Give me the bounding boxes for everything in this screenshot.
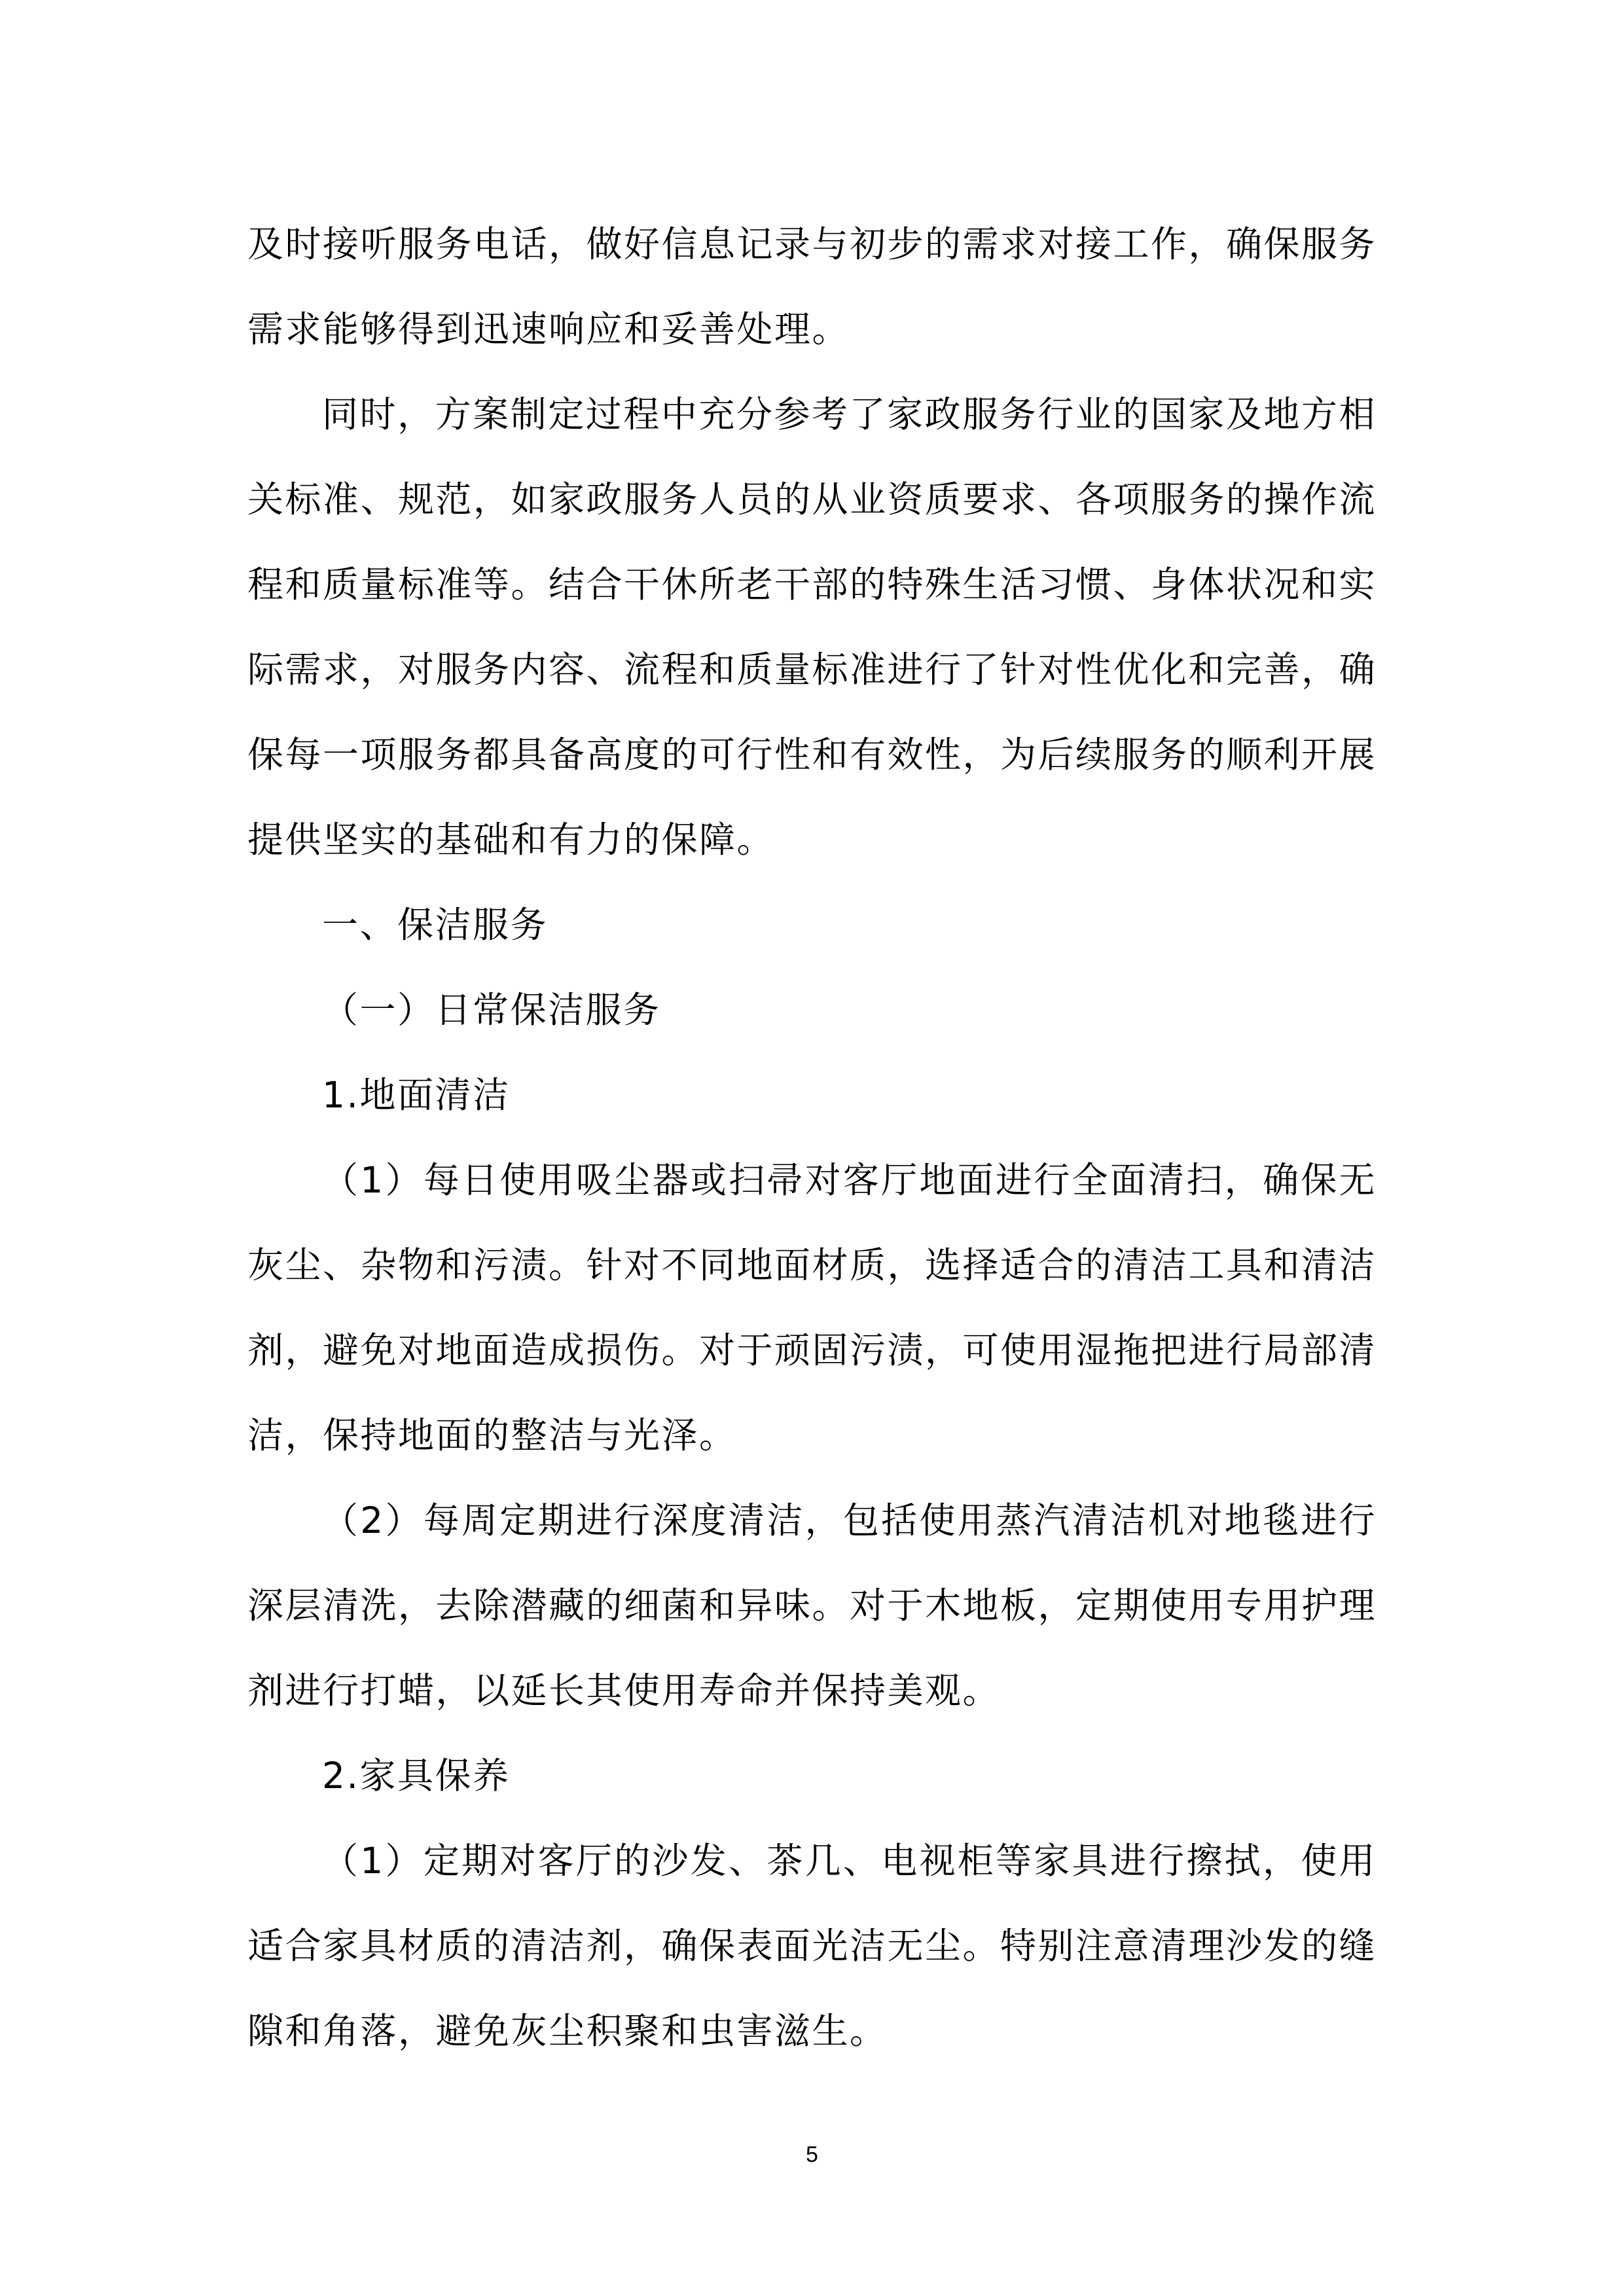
paragraph-standards: 同时，方案制定过程中充分参考了家政服务行业的国家及地方相关标准、规范，如家政服务人员的从业资质要求、各项服务的操作流程和质量标准等。结合干休所老干部的特殊生活习惯、身体状况和实际需求，对服务内容、流程和质量标准进行了针对性优化和完善，确保每一项服务都具备高度的可行性和有效性，为后续服务的顺利开展提供坚实的基础和有力的保障。	[247, 393, 1377, 861]
subsection-heading: （一）日常保洁服务	[322, 989, 661, 1031]
item-title-furniture-care: 2.家具保养	[322, 1755, 511, 1797]
document-body	[247, 202, 1377, 2073]
page-number: 5	[806, 2142, 818, 2167]
furniture-care-point-1: （1）定期对客厅的沙发、茶几、电视柜等家具进行擦拭，使用适合家具材质的清洁剂，确保表面光洁无尘。特别注意清理沙发的缝隙和角落，避免灰尘积聚和虫害滋生。	[247, 1840, 1377, 2052]
item-title-floor-cleaning: 1.地面清洁	[322, 1074, 511, 1116]
paragraph-continuation: 及时接听服务电话，做好信息记录与初步的需求对接工作，确保服务需求能够得到迅速响应和妥善处理。	[247, 223, 1377, 350]
section-heading: 一、保洁服务	[322, 904, 549, 946]
floor-cleaning-point-2: （2）每周定期进行深度清洁，包括使用蒸汽清洁机对地毯进行深层清洗，去除潜藏的细菌和异味。对于木地板，定期使用专用护理剂进行打蜡，以延长其使用寿命并保持美观。	[247, 1499, 1377, 1712]
floor-cleaning-point-1: （1）每日使用吸尘器或扫帚对客厅地面进行全面清扫，确保无灰尘、杂物和污渍。针对不同地面材质，选择适合的清洁工具和清洁剂，避免对地面造成损伤。对于顽固污渍，可使用湿拖把进行局部清洁，保持地面的整洁与光泽。	[247, 1159, 1377, 1456]
